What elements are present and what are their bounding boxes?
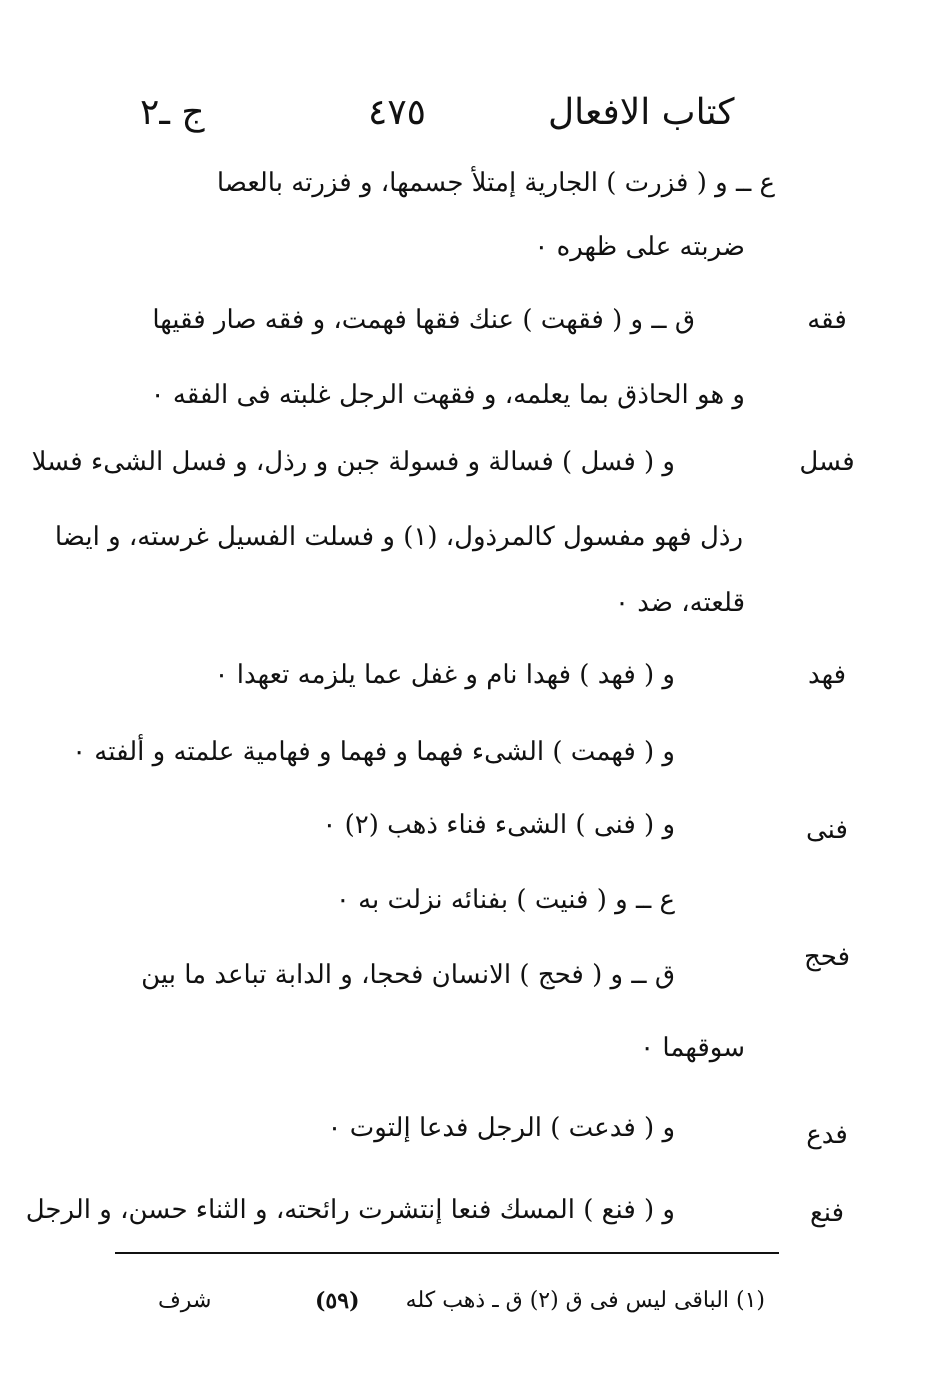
root-word: فدع (806, 1120, 848, 1150)
footnote-divider (115, 1252, 779, 1254)
entry-line: و ( فهد ) فهدا نام و غفل عما يلزمه تعهدا ٠ (214, 660, 675, 690)
entry-line: ع ــ و ( فنيت ) بفنائه نزلت به ٠ (335, 885, 675, 915)
root-word: فنى (806, 815, 848, 845)
page-reference: (٥٩) (315, 1288, 360, 1314)
entry-line: ق ــ و ( فقهت ) عنك فقها فهمت، و فقه صار فقيها (152, 305, 695, 335)
entry-line: و ( فسل ) فسالة و فسولة جبن و رذل، و فسل الشىء فسلا (31, 447, 675, 477)
root-word: فهد (807, 660, 847, 690)
entry-line: و ( فنع ) المسك فنعا إنتشرت رائحته، و الثناء حسن، و الرجل (25, 1195, 675, 1225)
entry-line: قلعته، ضد ٠ (615, 588, 745, 618)
root-word: فقه (807, 305, 847, 335)
root-word: فحج (804, 942, 850, 972)
root-word: فنع (809, 1198, 845, 1228)
catchword: شرف (158, 1288, 212, 1313)
volume-number: ج ـ٢ (140, 92, 205, 133)
root-word: فسل (799, 447, 855, 477)
page-number: ٤٧٥ (368, 92, 427, 133)
entry-line: رذل فهو مفسول كالمرذول، (١) و فسلت الفسيل غرسته، و ايضا (54, 522, 743, 552)
entry-line: ضربته على ظهره ٠ (534, 232, 745, 262)
entry-line: ع ــ و ( فزرت ) الجارية إمتلأ جسمها، و فزرته بالعصا (216, 168, 775, 198)
entry-line: و ( فدعت ) الرجل فدعا إلتوت ٠ (327, 1113, 675, 1143)
entry-line: و هو الحاذق بما يعلمه، و فقهت الرجل غلبته فى الفقه ٠ (150, 380, 745, 410)
entry-line: و ( فنى ) الشىء فناء ذهب (٢) ٠ (322, 810, 675, 840)
entry-line: و ( فهمت ) الشىء فهما و فهما و فهامية علمته و ألفته ٠ (72, 737, 675, 767)
entry-line: سوقهما ٠ (640, 1033, 745, 1063)
entry-line: ق ــ و ( فحج ) الانسان فحجا، و الدابة تباعد ما بين (141, 960, 675, 990)
footnotes: (١) الباقى ليس فى ق (٢) ق ـ ذهب كله (405, 1288, 765, 1313)
book-title: كتاب الافعال (548, 92, 735, 133)
